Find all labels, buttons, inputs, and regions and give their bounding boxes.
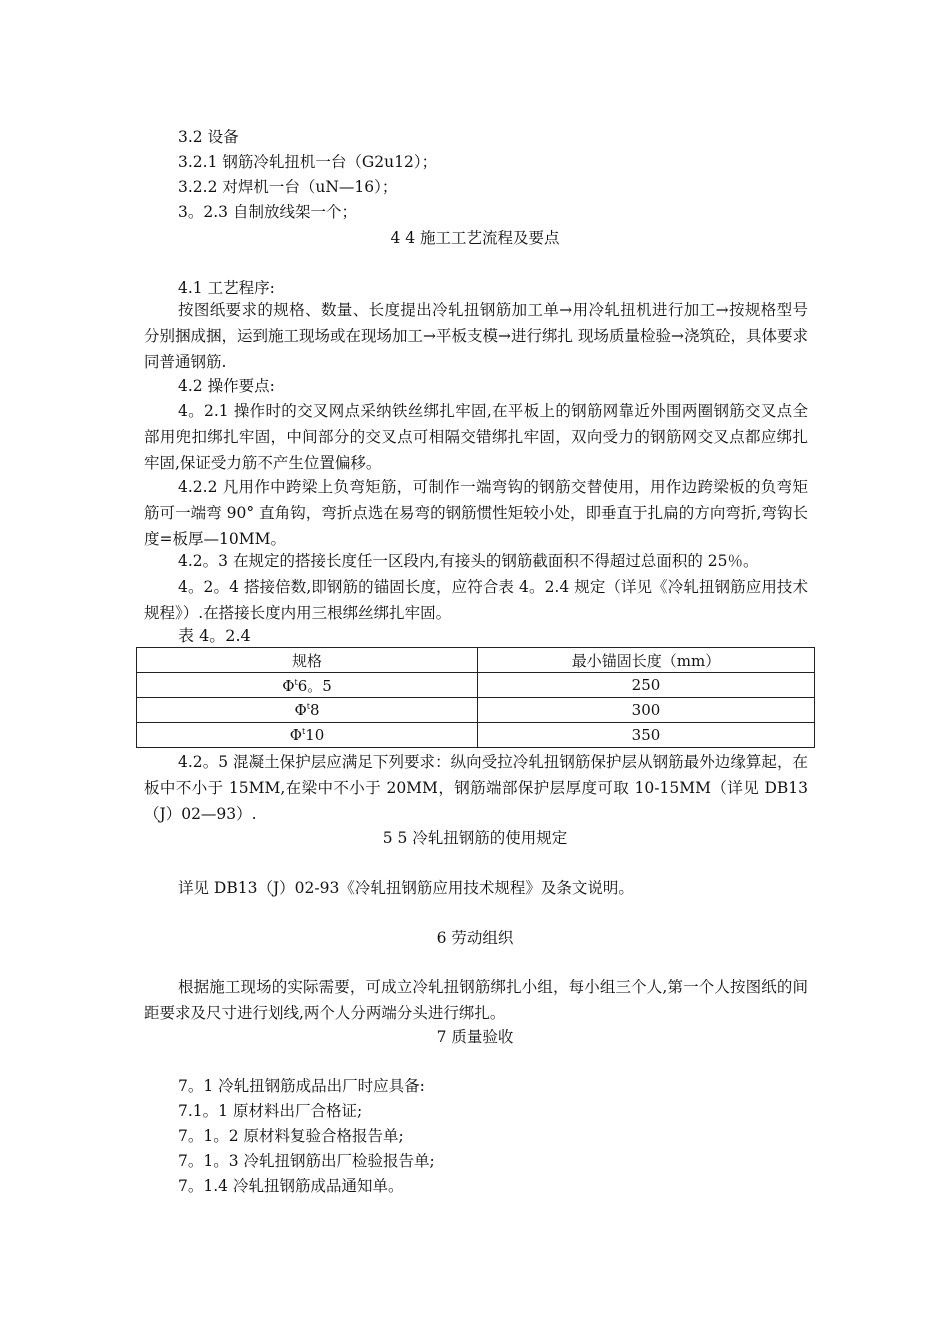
section-4-1-text: 按图纸要求的规格、数量、长度提出冷轧扭钢筋加工单→用冷轧扭机进行加工→按规格型号分别捆成捆，运到施工现场或在现场加工→平板支模→进行绑扎 现场质量检验→浇筑砼，具体要求同普通钢筋. (144, 301, 808, 371)
para-4-2-4: 4。2。4 搭接倍数,即钢筋的锚固长度，应符合表 4。2.4 规定（详见《冷轧扭钢筋应用技术规程》）.在搭接长度内用三根绑丝绑扎牢固。 (144, 578, 808, 622)
item-7-1-4: 7。1.4 冷轧扭钢筋成品通知单。 (178, 1177, 404, 1195)
table-row (137, 723, 815, 748)
header-min-length: 最小锚固长度（mm） (478, 648, 815, 673)
section-4-1-heading: 4.1 工艺程序: (178, 279, 275, 297)
section-6-title: 6 劳动组织 (436, 929, 514, 947)
item-7-1-3: 7。1。3 冷轧扭钢筋出厂检验报告单; (178, 1152, 435, 1170)
para-4-2-3: 4.2。3 在规定的搭接长度任一区段内,有接头的钢筋截面积不得超过总面积的 25％。 (178, 552, 759, 570)
section-5-title: 5 5 冷轧扭钢筋的使用规定 (382, 829, 568, 847)
table-row (137, 673, 815, 698)
item-7-1: 7。1 冷轧扭钢筋成品出厂时应具备: (178, 1077, 425, 1095)
section-7-title: 7 质量验收 (436, 1028, 514, 1046)
cell-spec: $\Phi^t8$ (137, 698, 478, 723)
section-4-title: 4 4 施工工艺流程及要点 (390, 229, 560, 247)
header-spec: 规格 (137, 648, 478, 673)
cell-spec: $\Phi^t6$。5 (137, 673, 478, 698)
item-3-2-1: 3.2.1 钢筋冷轧扭机一台（G2u12）； (178, 153, 438, 171)
section-6-text: 根据施工现场的实际需要，可成立冷轧扭钢筋绑扎小组，每小组三个人,第一个人按图纸的间距要求及尺寸进行划线,两个人分两端分头进行绑扎。 (144, 978, 808, 1022)
table-row (137, 698, 815, 723)
table-caption: 表 4。2.4 (178, 626, 251, 645)
cell-length: 350 (478, 723, 815, 748)
item-3-2-3: 3。2.3 自制放线架一个； (178, 203, 357, 221)
cell-length: 300 (478, 698, 815, 723)
table-header-row (137, 648, 815, 673)
item-7-1-1: 7.1。1 原材料出厂合格证; (178, 1102, 363, 1120)
para-4-2-5: 4.2。5 混凝土保护层应满足下列要求：纵向受拉冷轧扭钢筋保护层从钢筋最外边缘算起，在板中不小于 15MM,在梁中不小于 20MM，钢筋端部保护层厚度可取 10-15MM（详见 DB13（J）02—93）. (144, 753, 808, 823)
item-3-2-2: 3.2.2 对焊机一台（uN—16）； (178, 178, 398, 196)
para-4-2-2: 4.2.2 凡用作中跨梁上负弯矩筋，可制作一端弯钩的钢筋交替使用，用作边跨梁板的负弯矩筋可一端弯 90° 直角钩，弯折点选在易弯的钢筋惯性矩较小处，即垂直于扎扁的方向弯折,弯钩长度=板厚—10MM。 (144, 478, 808, 548)
section-3-2-heading: 3.2 设备 (178, 128, 239, 146)
cell-length: 250 (478, 673, 815, 698)
section-5-text: 详见 DB13（J）02-93《冷轧扭钢筋应用技术规程》及条文说明。 (178, 879, 634, 897)
cell-spec: $\Phi^t10$ (137, 723, 478, 748)
anchorage-length-table (136, 647, 815, 748)
para-4-2-1: 4。2.1 操作时的交叉网点采纳铁丝绑扎牢固,在平板上的钢筋网靠近外围两圈钢筋交叉点全部用兜扣绑扎牢固，中间部分的交叉点可相隔交错绑扎牢固，双向受力的钢筋网交叉点都应绑扎牢固,保证受力筋不产生位置偏移。 (144, 402, 808, 472)
section-4-2-heading: 4.2 操作要点: (178, 377, 275, 395)
item-7-1-2: 7。1。2 原材料复验合格报告单; (178, 1127, 404, 1145)
